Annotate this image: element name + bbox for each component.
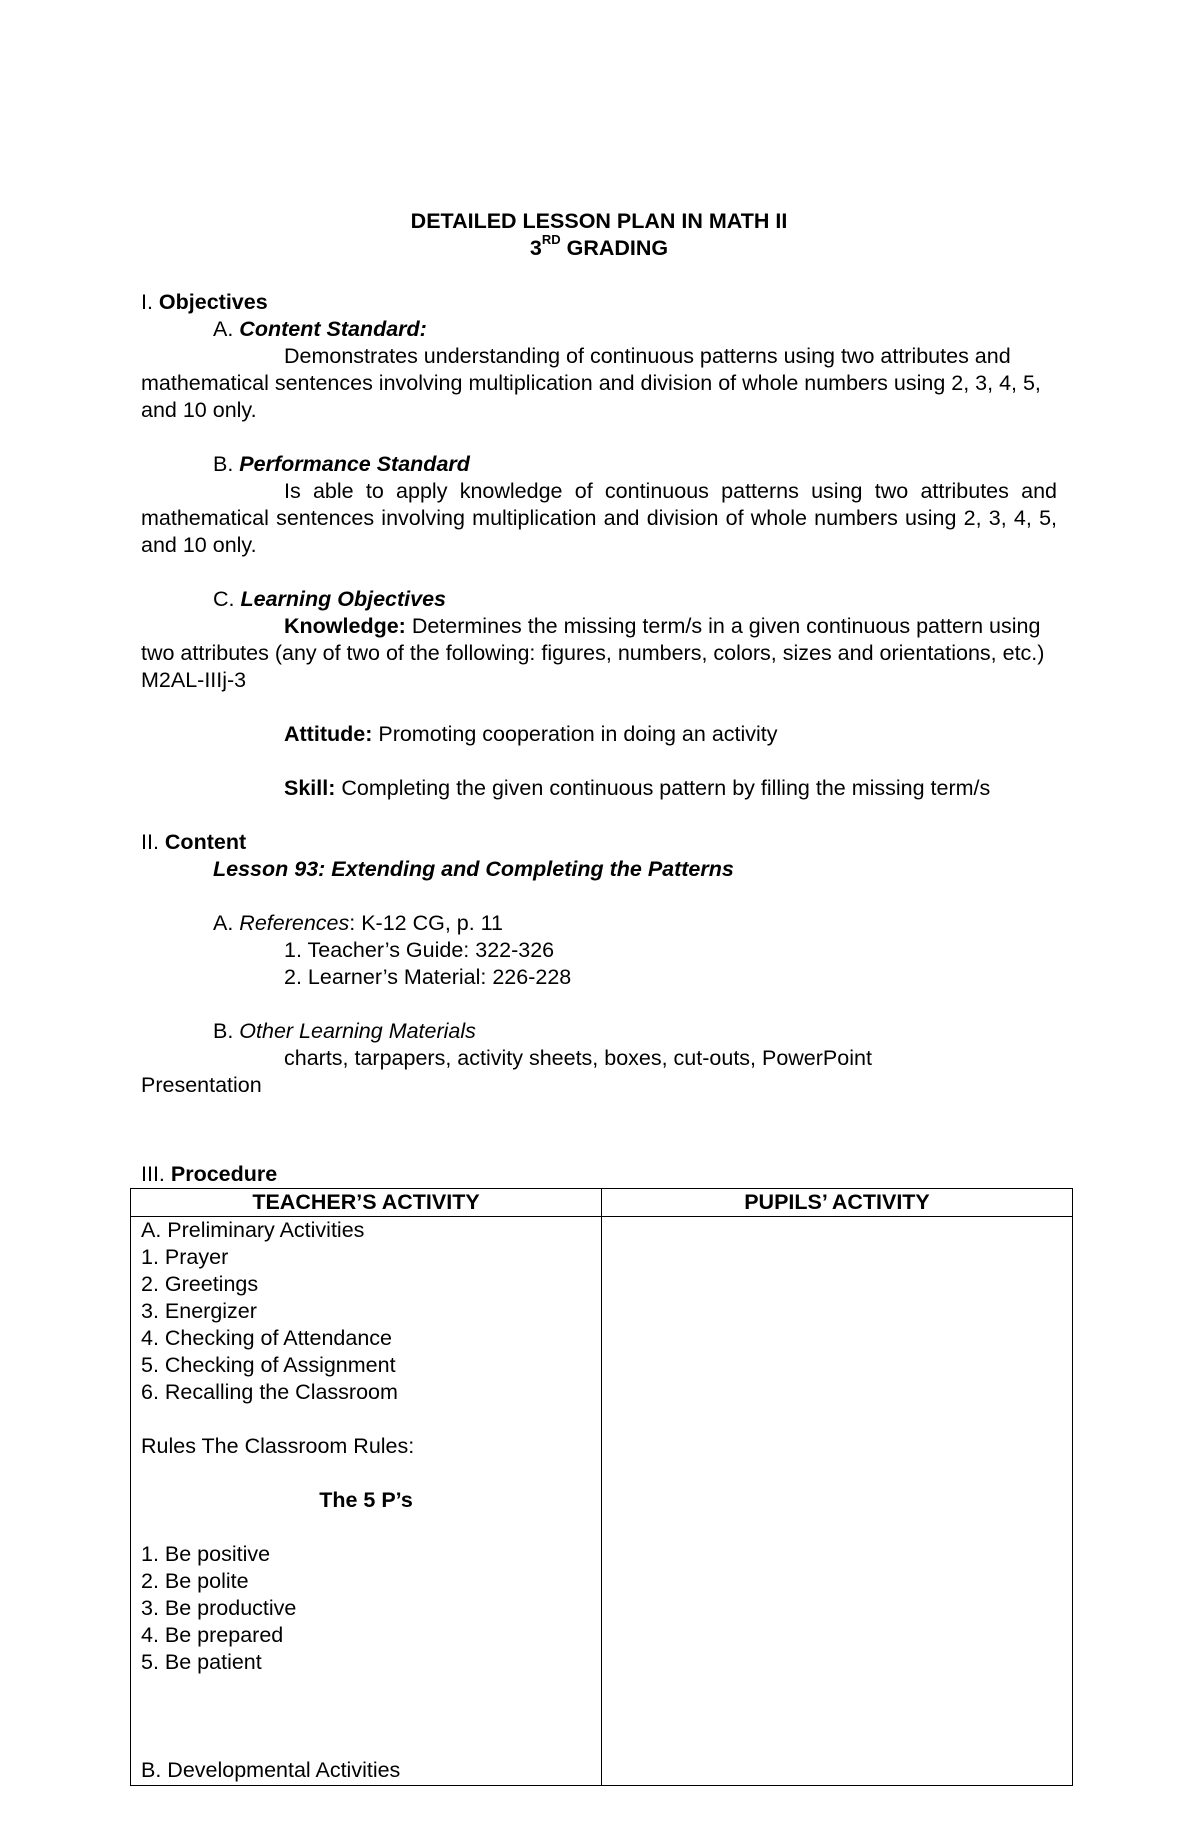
references-label: References — [239, 911, 350, 935]
performance-standard-letter: B. — [213, 452, 240, 476]
procedure-heading — [141, 1161, 277, 1188]
list-item: 4. Checking of Attendance — [141, 1326, 393, 1350]
knowledge-label: Knowledge: — [284, 614, 406, 638]
pupils-activity-cell — [602, 1217, 1073, 1786]
teacher-activity-cell — [131, 1217, 602, 1786]
lesson-plan-document — [141, 208, 1057, 1099]
knowledge-text: Determines the missing term/s in a given continuous pattern using two attributes (any of two of the following: figures, numbers, colors, sizes and orientations, etc.) M2AL-IIIj-3 — [141, 614, 1045, 692]
content-standard-title: Content Standard: — [239, 317, 427, 341]
document-title: DETAILED LESSON PLAN IN MATH II — [410, 209, 788, 233]
references-heading — [141, 910, 1057, 937]
list-item: 1. Prayer — [141, 1245, 229, 1269]
other-materials-label: Other Learning Materials — [239, 1019, 476, 1043]
preliminary-activities-heading: A. Preliminary Activities — [141, 1218, 365, 1242]
other-materials-heading — [141, 1018, 1057, 1045]
attitude-text: Promoting cooperation in doing an activity — [372, 722, 778, 746]
skill-objective — [141, 775, 1057, 802]
objectives-numeral: I. — [141, 290, 159, 314]
references-text: : K-12 CG, p. 11 — [349, 911, 504, 935]
rule-item: 3. Be productive — [141, 1596, 297, 1620]
performance-standard-text: Is able to apply knowledge of continuous patterns using two attributes and mathematical sentences involving multiplication and division of whole numbers using 2, 3, 4, 5, and 10 only. — [141, 479, 1057, 557]
grade-superscript: RD — [541, 231, 561, 247]
attitude-label: Attitude: — [284, 722, 373, 746]
procedure-numeral: III. — [141, 1162, 171, 1186]
grading-period — [141, 231, 1057, 262]
grade-number: 3 — [529, 236, 542, 260]
learning-objectives-title: Learning Objectives — [240, 587, 446, 611]
pupils-activity-header: PUPILS’ ACTIVITY — [602, 1189, 1073, 1217]
teacher-activity-header: TEACHER’S ACTIVITY — [131, 1189, 602, 1217]
procedure-title: Procedure — [170, 1162, 278, 1186]
grade-word: GRADING — [560, 236, 669, 260]
content-heading — [141, 829, 1057, 856]
rule-item: 2. Be polite — [141, 1569, 249, 1593]
objectives-title: Objectives — [158, 290, 268, 314]
rule-item: 1. Be positive — [141, 1542, 271, 1566]
lesson-title: Lesson 93: Extending and Completing the Patterns — [213, 857, 734, 881]
performance-standard-heading — [141, 451, 1057, 478]
objectives-heading — [141, 289, 1057, 316]
developmental-activities-heading: B. Developmental Activities — [141, 1758, 401, 1782]
content-standard-text: Demonstrates understanding of continuous patterns using two attributes and mathematical sentences involving multiplication and division of whole numbers using 2, 3, 4, 5, and 10 only. — [141, 344, 1041, 422]
procedure-table-row — [131, 1217, 1073, 1786]
list-item: 2. Greetings — [141, 1272, 259, 1296]
procedure-table — [130, 1188, 1073, 1786]
content-standard-heading — [141, 316, 1057, 343]
other-materials-letter: B. — [213, 1019, 240, 1043]
attitude-objective — [141, 721, 1057, 748]
references-letter: A. — [213, 911, 240, 935]
list-item: 5. Checking of Assignment — [141, 1353, 396, 1377]
learning-objectives-heading — [141, 586, 1057, 613]
rule-item: 4. Be prepared — [141, 1623, 284, 1647]
procedure-table-header-row — [131, 1189, 1073, 1217]
content-standard-letter: A. — [213, 317, 240, 341]
knowledge-objective — [141, 613, 1057, 694]
list-item: 6. Recalling the Classroom — [141, 1380, 398, 1404]
skill-text: Completing the given continuous pattern by filling the missing term/s — [335, 776, 991, 800]
learning-objectives-letter: C. — [213, 587, 241, 611]
reference-item-learners-material: 2. Learner’s Material: 226-228 — [284, 965, 572, 989]
skill-label: Skill: — [284, 776, 336, 800]
list-item: 3. Energizer — [141, 1299, 257, 1323]
content-title: Content — [164, 830, 247, 854]
content-numeral: II. — [141, 830, 165, 854]
reference-item-teachers-guide: 1. Teacher’s Guide: 322-326 — [284, 938, 555, 962]
performance-standard-title: Performance Standard — [239, 452, 470, 476]
other-materials-text: charts, tarpapers, activity sheets, boxes, cut-outs, PowerPoint Presentation — [141, 1046, 872, 1097]
rule-item: 5. Be patient — [141, 1650, 262, 1674]
rules-title: The 5 P’s — [319, 1488, 413, 1512]
rules-intro: Rules The Classroom Rules: — [141, 1434, 415, 1458]
